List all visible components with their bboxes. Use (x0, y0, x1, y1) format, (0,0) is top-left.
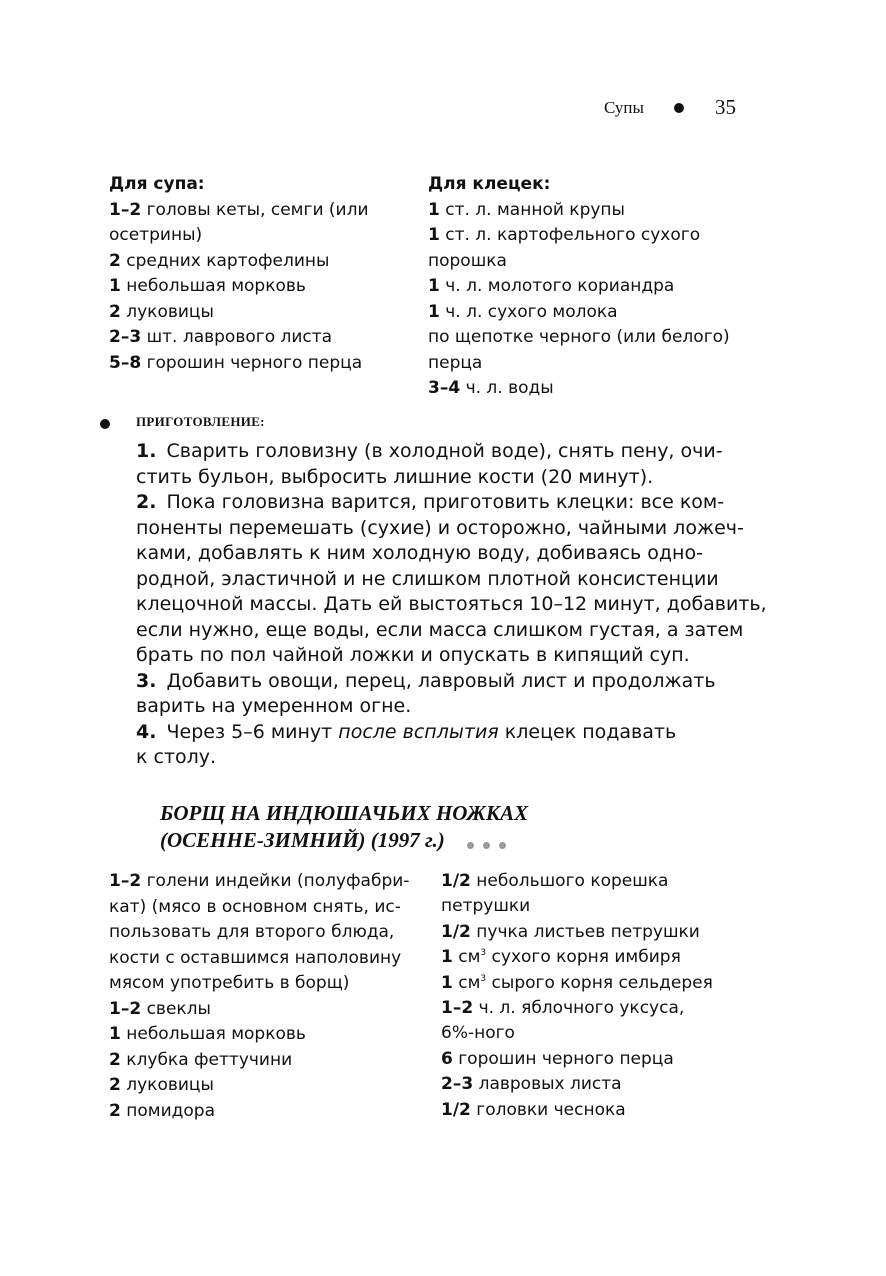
ingredient-text: ст. л. манной крупы (439, 199, 625, 220)
ingredient-line (441, 945, 751, 970)
ingredient-line (109, 1073, 419, 1099)
preparation-steps (136, 439, 767, 771)
step-line (136, 694, 756, 720)
ingredient-text: горошин черного перца (141, 352, 363, 373)
ingredient-quantity: 3–4 (428, 378, 461, 398)
step-emphasis: после всплытия (338, 720, 499, 743)
ingredient-line (441, 894, 751, 919)
ingredient-text: осетрины) (109, 225, 203, 245)
ingredient-quantity: 1/2 (441, 871, 471, 891)
ingredient-text: головы кеты, семги (или (141, 199, 369, 220)
ingredient-quantity: 6 (441, 1048, 453, 1069)
step-number: 1. (136, 440, 157, 462)
step-item (136, 439, 756, 490)
ingredient-text: кат) (мясо в основном снять, ис- (109, 896, 401, 917)
step-text: поненты перемешать (сухие) и осторожно, чайными ложеч- (136, 516, 744, 539)
ingredient-quantity: 2 (109, 1100, 121, 1121)
ingredient-line (441, 996, 751, 1021)
ingredient-line (109, 971, 419, 997)
step-number: 3. (136, 669, 157, 692)
ingredient-line (441, 971, 751, 996)
ingredient-line (109, 1048, 419, 1074)
step-text: Пока головизна варится, приготовить клецки: все ком- (166, 491, 725, 513)
ingredient-text: небольшая морковь (120, 1024, 306, 1044)
borscht-ingredients-left (109, 869, 419, 1124)
ingredient-text: головки чеснока (470, 1099, 626, 1120)
step-text: Добавить овощи, перец, лавровый лист и продолжать (166, 669, 716, 692)
step-text: если нужно, еще воды, если масса слишком густая, а затем (136, 618, 744, 641)
superscript: 3 (480, 948, 487, 959)
ingredient-line (109, 325, 409, 351)
step-text: клецочной массы. Дать ей выстояться 10–12 минут, добавить, (136, 593, 767, 615)
step-number: 4. (136, 720, 157, 743)
step-number: 2. (136, 491, 157, 513)
ingredient-quantity: 1–2 (109, 998, 142, 1019)
ingredient-text: по щепотке черного (или белого) (428, 327, 730, 347)
ingredient-text: горошин черного перца (452, 1048, 674, 1069)
ingredient-line (428, 249, 758, 275)
bullet-dot-icon (100, 419, 110, 429)
soup-ingredients (109, 172, 409, 376)
step-item (136, 720, 756, 771)
ingredient-line (428, 376, 758, 402)
ingredient-text: сухого корня имбиря (486, 947, 681, 968)
ingredient-text: небольшая морковь (120, 276, 306, 296)
ingredient-line (428, 274, 758, 300)
step-line (136, 439, 756, 465)
ingredient-line (441, 869, 751, 894)
soup-ingredients-heading: Для супа: (109, 174, 205, 194)
ingredient-quantity: 1 (428, 276, 440, 296)
ingredient-line (428, 300, 758, 326)
ingredient-line (109, 920, 419, 946)
ingredient-quantity: 1 (428, 225, 440, 245)
step-text: Сварить головизну (в холодной воде), снять пену, очи- (166, 440, 723, 462)
ingredient-text: голени индейки (полуфабри- (141, 871, 410, 891)
ingredient-line (428, 351, 758, 377)
step-item (136, 669, 756, 720)
step-text: варить на умеренном огне. (136, 695, 412, 717)
ingredient-line (109, 1099, 419, 1125)
step-line (136, 541, 756, 567)
ingredient-quantity: 2 (109, 301, 121, 322)
ingredient-text: мясом употребить в борщ) (109, 973, 350, 993)
ingredient-list (428, 198, 758, 402)
ingredient-text: перца (428, 352, 483, 373)
step-line (136, 490, 756, 516)
ingredient-quantity: 1 (428, 199, 440, 220)
ingredient-text: см (452, 972, 481, 993)
ingredient-list (109, 198, 409, 377)
ingredient-line (109, 274, 409, 300)
ingredient-text: средних картофелины (120, 250, 330, 271)
ingredient-text: луковицы (120, 1075, 214, 1095)
section-title: Супы (604, 98, 644, 117)
ingredient-line (109, 895, 419, 921)
ingredient-quantity: 1 (109, 276, 121, 296)
ingredient-line (441, 1098, 751, 1123)
ingredient-text: ст. л. картофельного сухого (439, 225, 701, 245)
running-header (598, 95, 748, 122)
recipe-title-line-2-wrap (160, 827, 680, 856)
ingredient-quantity: 1 (441, 972, 453, 993)
step-line (136, 720, 756, 746)
ingredient-quantity: 2–3 (109, 327, 142, 347)
ingredient-text: сырого корня сельдерея (486, 972, 713, 993)
ingredient-text: ч. л. сухого молока (439, 301, 618, 322)
step-text: родной, эластичной и не слишком плотной консистенции (136, 567, 719, 590)
ingredient-line (109, 249, 409, 275)
ingredient-list (109, 869, 419, 1124)
step-text: клецек подавать (498, 720, 677, 743)
ingredient-quantity: 2 (109, 250, 121, 271)
ingredient-line (441, 1021, 751, 1046)
step-text: к столу. (136, 746, 217, 768)
ingredient-quantity: 1/2 (441, 921, 471, 942)
step-line (136, 643, 756, 669)
step-text: ками, добавлять к ним холодную воду, добиваясь одно- (136, 542, 703, 564)
ingredient-quantity: 1 (109, 1024, 121, 1044)
ingredient-quantity: 1–2 (109, 199, 142, 220)
ingredient-quantity: 2–3 (441, 1074, 474, 1095)
ingredient-text: пучка листьев петрушки (470, 921, 700, 942)
ingredient-quantity: 1–2 (109, 871, 142, 891)
ingredient-line (109, 300, 409, 326)
step-line (136, 592, 767, 618)
ingredient-quantity: 1–2 (441, 998, 474, 1019)
ingredient-line (428, 223, 758, 249)
ingredient-text: см (452, 947, 481, 968)
step-text: Через 5–6 минут (166, 720, 333, 743)
dumpling-ingredients-heading: Для клецек: (428, 174, 551, 194)
ingredient-quantity: 1 (428, 301, 440, 322)
ingredient-text: порошка (428, 250, 507, 271)
borscht-ingredients-right (441, 869, 751, 1123)
ingredient-text: петрушки (441, 896, 531, 917)
step-line (136, 745, 756, 771)
ingredient-text: ч. л. молотого кориандра (439, 276, 675, 296)
recipe-title-line-1: БОРЩ НА ИНДЮШАЧЬИХ НОЖКАХ (160, 801, 529, 825)
recipe-title-line-2: (ОСЕННЕ-ЗИМНИЙ) (1997 г.) (160, 828, 445, 852)
bullet-dot-icon (674, 103, 684, 113)
step-line (136, 567, 756, 593)
ingredient-line (428, 198, 758, 224)
ingredient-text: лавровых листа (473, 1074, 622, 1095)
ingredient-text: луковицы (120, 301, 214, 322)
ingredient-list (441, 869, 751, 1123)
ingredient-line (109, 223, 409, 249)
ingredient-line (109, 997, 419, 1023)
ingredient-line (441, 1072, 751, 1097)
step-line (136, 669, 756, 695)
ingredient-text: ч. л. воды (460, 378, 554, 398)
ingredient-line (109, 869, 419, 895)
step-text: брать по пол чайной ложки и опускать в кипящий суп. (136, 644, 690, 666)
step-text: стить бульон, выбросить лишние кости (20 минут). (136, 465, 654, 488)
ingredient-text: свеклы (141, 998, 211, 1019)
ingredient-quantity: 1/2 (441, 1099, 471, 1120)
ingredient-quantity: 2 (109, 1049, 121, 1070)
ingredient-line (109, 1022, 419, 1048)
ingredient-text: небольшого корешка (470, 871, 669, 891)
step-line (136, 465, 756, 491)
step-line (136, 516, 756, 542)
ingredient-text: помидора (120, 1100, 215, 1121)
ingredient-line (109, 198, 409, 224)
ornament-dots-icon (467, 829, 515, 856)
ingredient-quantity: 5–8 (109, 352, 142, 373)
ingredient-quantity: 2 (109, 1075, 121, 1095)
ingredient-text: клубка феттучини (120, 1049, 293, 1070)
ingredient-line (109, 946, 419, 972)
ingredient-text: кости с оставшимся наполовину (109, 947, 402, 968)
step-item (136, 490, 767, 669)
ingredient-line (441, 1047, 751, 1072)
recipe-title (160, 800, 680, 856)
ingredient-line (441, 920, 751, 945)
ingredient-quantity: 1 (441, 947, 453, 968)
ingredient-text: 6%-ного (441, 1023, 515, 1044)
step-line (136, 618, 756, 644)
ingredient-text: пользовать для второго блюда, (109, 922, 395, 942)
page-number: 35 (715, 95, 736, 119)
ingredient-line (109, 351, 409, 377)
ingredient-text: ч. л. яблочного уксуса, (473, 998, 685, 1019)
ingredient-text: шт. лаврового листа (141, 327, 333, 347)
dumpling-ingredients (428, 172, 758, 402)
ingredient-line (428, 325, 758, 351)
superscript: 3 (480, 973, 487, 984)
preparation-heading: ПРИГОТОВЛЕНИЕ: (136, 414, 265, 429)
